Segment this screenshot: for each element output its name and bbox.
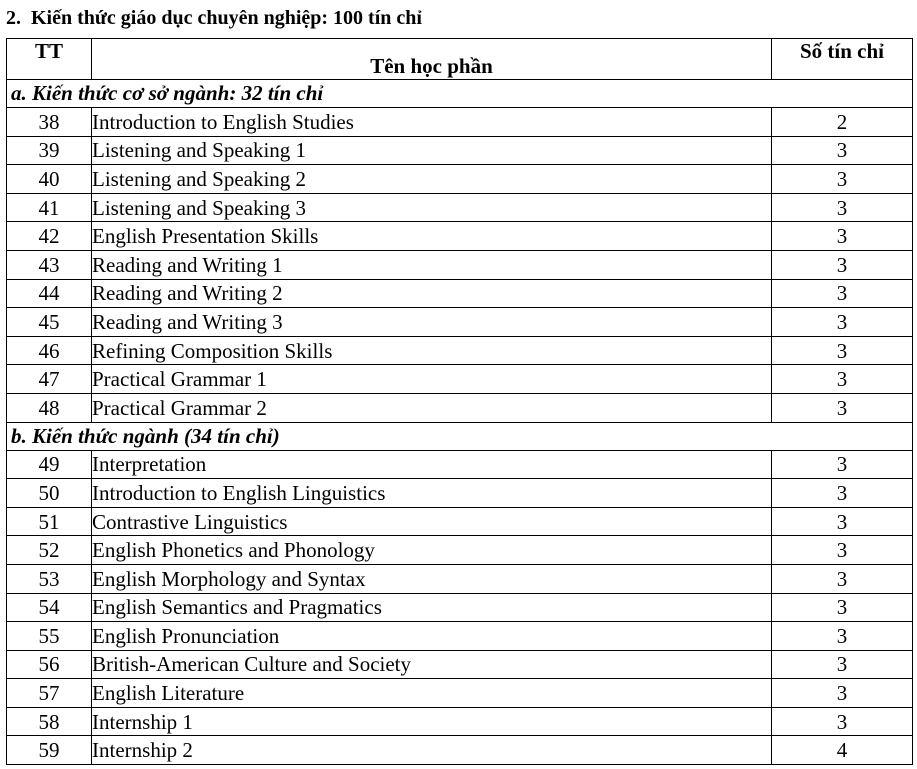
course-number: 47 — [7, 365, 92, 394]
table-row — [7, 136, 913, 165]
course-number: 52 — [7, 536, 92, 565]
course-credits: 3 — [772, 593, 913, 622]
table-row — [7, 707, 913, 736]
table-row — [7, 108, 913, 137]
table-body — [7, 80, 913, 765]
course-name: Practical Grammar 1 — [92, 365, 772, 394]
course-credits: 3 — [772, 707, 913, 736]
course-credits: 4 — [772, 736, 913, 765]
table-row — [7, 222, 913, 251]
course-credits: 3 — [772, 250, 913, 279]
section-heading — [6, 6, 422, 30]
course-name: Listening and Speaking 2 — [92, 165, 772, 194]
course-credits: 3 — [772, 564, 913, 593]
table-row — [7, 308, 913, 337]
table-row — [7, 336, 913, 365]
course-credits: 3 — [772, 479, 913, 508]
table-row — [7, 736, 913, 765]
course-name: English Semantics and Pragmatics — [92, 593, 772, 622]
section-number: 2. — [6, 7, 21, 29]
course-name: Refining Composition Skills — [92, 336, 772, 365]
section-row — [7, 422, 913, 450]
table-row — [7, 365, 913, 394]
table-row — [7, 536, 913, 565]
curriculum-table — [6, 38, 913, 765]
course-credits: 3 — [772, 536, 913, 565]
course-credits: 3 — [772, 165, 913, 194]
table-row — [7, 165, 913, 194]
course-number: 54 — [7, 593, 92, 622]
course-name: Interpretation — [92, 450, 772, 479]
section-title: b. Kiến thức ngành (34 tín chỉ) — [7, 422, 913, 450]
table-row — [7, 393, 913, 422]
course-number: 38 — [7, 108, 92, 137]
course-credits: 3 — [772, 222, 913, 251]
course-credits: 3 — [772, 622, 913, 651]
course-number: 40 — [7, 165, 92, 194]
course-name: English Phonetics and Phonology — [92, 536, 772, 565]
course-number: 56 — [7, 650, 92, 679]
course-credits: 3 — [772, 308, 913, 337]
course-name: Reading and Writing 1 — [92, 250, 772, 279]
course-number: 45 — [7, 308, 92, 337]
course-credits: 3 — [772, 393, 913, 422]
course-name: Reading and Writing 2 — [92, 279, 772, 308]
table-row — [7, 650, 913, 679]
course-number: 48 — [7, 393, 92, 422]
course-name: English Morphology and Syntax — [92, 564, 772, 593]
course-name: English Presentation Skills — [92, 222, 772, 251]
section-title: Kiến thức giáo dục chuyên nghiệp: 100 tín chỉ — [31, 7, 422, 29]
course-credits: 3 — [772, 136, 913, 165]
course-number: 57 — [7, 679, 92, 708]
course-name: English Pronunciation — [92, 622, 772, 651]
course-number: 46 — [7, 336, 92, 365]
course-credits: 3 — [772, 507, 913, 536]
course-credits: 2 — [772, 108, 913, 137]
course-name: Internship 2 — [92, 736, 772, 765]
table-row — [7, 250, 913, 279]
course-number: 49 — [7, 450, 92, 479]
course-credits: 3 — [772, 279, 913, 308]
course-name: Internship 1 — [92, 707, 772, 736]
course-number: 51 — [7, 507, 92, 536]
course-credits: 3 — [772, 336, 913, 365]
course-number: 39 — [7, 136, 92, 165]
course-name: Listening and Speaking 3 — [92, 193, 772, 222]
course-number: 43 — [7, 250, 92, 279]
table-row — [7, 193, 913, 222]
course-name: British-American Culture and Society — [92, 650, 772, 679]
course-number: 41 — [7, 193, 92, 222]
table-header-row — [7, 39, 913, 80]
course-name: Practical Grammar 2 — [92, 393, 772, 422]
table-row — [7, 479, 913, 508]
table-row — [7, 564, 913, 593]
course-number: 58 — [7, 707, 92, 736]
course-name: Listening and Speaking 1 — [92, 136, 772, 165]
course-number: 42 — [7, 222, 92, 251]
course-number: 55 — [7, 622, 92, 651]
course-name: Introduction to English Linguistics — [92, 479, 772, 508]
course-name: Introduction to English Studies — [92, 108, 772, 137]
course-name: English Literature — [92, 679, 772, 708]
table-row — [7, 507, 913, 536]
course-credits: 3 — [772, 450, 913, 479]
table-row — [7, 279, 913, 308]
course-name: Reading and Writing 3 — [92, 308, 772, 337]
course-credits: 3 — [772, 650, 913, 679]
table-row — [7, 450, 913, 479]
header-tt: TT — [7, 39, 92, 80]
section-row — [7, 80, 913, 108]
header-credits: Số tín chỉ — [772, 39, 913, 80]
section-title: a. Kiến thức cơ sở ngành: 32 tín chỉ — [7, 80, 913, 108]
course-number: 50 — [7, 479, 92, 508]
course-credits: 3 — [772, 365, 913, 394]
course-number: 59 — [7, 736, 92, 765]
course-name: Contrastive Linguistics — [92, 507, 772, 536]
course-credits: 3 — [772, 679, 913, 708]
course-number: 53 — [7, 564, 92, 593]
table-row — [7, 679, 913, 708]
course-credits: 3 — [772, 193, 913, 222]
table-row — [7, 622, 913, 651]
table-row — [7, 593, 913, 622]
course-number: 44 — [7, 279, 92, 308]
header-course-name: Tên học phần — [92, 39, 772, 80]
